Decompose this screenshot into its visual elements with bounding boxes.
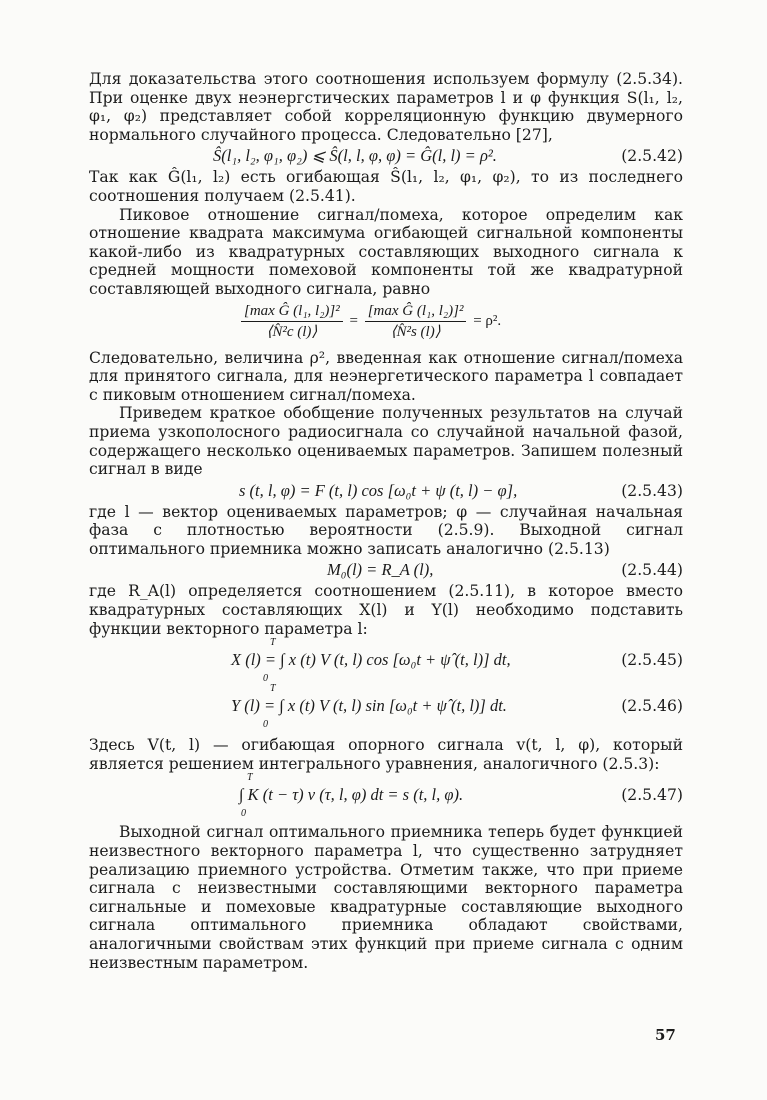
fraction-2 [365, 301, 467, 342]
paragraph-conclusion: Выходной сигнал оптимального приемника теперь будет функцией неизвестного векторного параметра l, что существенно затрудняет реализацию приемного устройства. Отметим также, что при приеме сигнала с неизвестными составляющими векторного параметра сигнальные и помеховые квадратурные составляющие выходного сигнала оптимального приемника обладают свойствами, аналогичными свойствам этих функций при приеме сигнала с одним неизвестным параметром. [89, 823, 683, 972]
fraction-1 [241, 301, 343, 342]
integral-lower-limit: 0 [263, 719, 268, 731]
equals-rho-squared: = ρ². [473, 313, 502, 330]
equation-expression: M₀(l) = R_A (l), [327, 560, 434, 580]
page-body [89, 70, 683, 972]
equation-number: (2.5.43) [621, 481, 683, 500]
fraction-1-denominator: ⟨N̂²c (l)⟩ [266, 323, 318, 340]
integral-upper-limit: T [270, 683, 276, 695]
paragraph-peak-ratio-definition: Пиковое отношение сигнал/помеха, которое определим как отношение квадрата максимума огибающей сигнальной компоненты какой-либо из квадратурных составляющих выходного сигнала к средней мощности помеховой компоненты той же квадратурной составляющей выходного сигнала, равно [89, 205, 683, 298]
paragraph-vector-params: где l — вектор оцениваемых параметров; φ — случайная начальная фаза с плотностью вероятности (2.5.9). Выходной сигнал оптимального приемника можно записать аналогично (2.5.13) [89, 502, 683, 558]
equation-expression: Y (l) = ∫ x (t) V (t, l) sin [ω₀t + ψ̂ (t, l)] dt. [231, 696, 507, 716]
equation-2-5-46 [89, 684, 683, 730]
equation-number: (2.5.45) [621, 651, 683, 670]
fraction-2-denominator: ⟨N̂²s (l)⟩ [390, 323, 441, 340]
equation-expression: Ŝ(l₁, l₂, φ₁, φ₂) ⩽ Ŝ(l, l, φ, φ) = Ĝ(l, l) = ρ². [213, 146, 497, 166]
page-number: 57 [655, 1026, 676, 1044]
equation-expression: s (t, l, φ) = F (t, l) cos [ω₀t + ψ (t, l) − φ], [239, 480, 518, 500]
equation-2-5-44 [89, 558, 683, 582]
integral-lower-limit: 0 [263, 673, 268, 685]
equation-2-5-43 [89, 479, 683, 503]
equation-2-5-47 [89, 773, 683, 819]
equation-peak-ratio [89, 299, 683, 349]
paragraph-proof-intro: Для доказательства этого соотношения используем формулу (2.5.34). При оценке двух неэнергстических параметров l и φ функция S(l₁, l₂, φ₁, φ₂) представляет собой корреляционную функцию двумерного нормального случайного процесса. Следовательно [27], [89, 70, 683, 144]
equation-expression: X (l) = ∫ x (t) V (t, l) cos [ω₀t + ψ̂ (t, l)] dt, [231, 650, 511, 670]
paragraph-generalization: Приведем краткое обобщение полученных результатов на случай приема узкополосного радиосигнала со случайной начальной фазой, содержащего несколько оцениваемых параметров. Запишем полезный сигнал в виде [89, 404, 683, 479]
equation-2-5-42 [89, 144, 683, 168]
equation-number: (2.5.42) [621, 147, 683, 166]
equation-number: (2.5.46) [621, 697, 683, 716]
fraction-1-numerator: [max Ĝ (l₁, l₂)]² [241, 301, 343, 322]
paragraph-reference-envelope: Здесь V(t, l) — огибающая опорного сигнала v(t, l, φ), который является решением интегрального уравнения, аналогичного (2.5.3): [89, 736, 683, 773]
equation-number: (2.5.47) [621, 786, 683, 805]
equation-number: (2.5.44) [621, 561, 683, 580]
equation-expression: ∫ K (t − τ) v (τ, l, φ) dt = s (t, l, φ). [239, 785, 464, 805]
paragraph-ra-definition: где R_A(l) определяется соотношением (2.5.11), в которое вместо квадратурных составляющих X(l) и Y(l) необходимо подставить функции векторного параметра l: [89, 582, 683, 638]
integral-upper-limit: T [270, 637, 276, 649]
fraction-2-numerator: [max Ĝ (l₁, l₂)]² [365, 301, 467, 322]
peak-ratio-fraction [241, 301, 504, 342]
equals-sign: = [349, 313, 358, 330]
equation-2-5-45 [89, 638, 683, 684]
integral-lower-limit: 0 [241, 808, 246, 820]
integral-upper-limit: T [247, 772, 253, 784]
paragraph-envelope: Так как Ĝ(l₁, l₂) есть огибающая Ŝ(l₁, l₂, φ₁, φ₂), то из последнего соотношения получаем (2.5.41). [89, 168, 683, 205]
paragraph-consequence: Следовательно, величина ρ², введенная как отношение сигнал/помеха для принятого сигнала, для неэнергетического параметра l совпадает с пиковым отношением сигнал/помеха. [89, 348, 683, 404]
